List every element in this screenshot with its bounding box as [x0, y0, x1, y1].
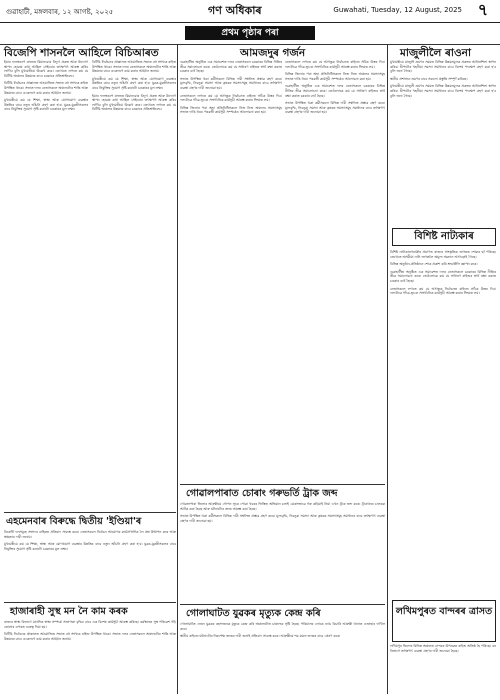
column-rule [177, 44, 178, 694]
article-body: বিশিষ্ট নাট্যকাৰগৰাকীৰ প্ৰয়াণত ৰাজ্যৰ সাংস্কৃতিক জগতত শোকৰ ছাঁ পৰিছে। তেখেতে অসমীয়া নাট্য জগতলৈ অমূল্য অৱদান আগবঢ়াই গৈছে। বিভিন্ন অনুষ্ঠান-প্ৰতিষ্ঠানে শোক প্ৰকাশ কৰি শ্ৰদ্ধাঞ্জলি জ্ঞাপন কৰে। গুৱাহাটীত অনুষ্ঠিত এক সমাবেশত দলৰ নেতাসকলে চৰকাৰৰ বিভিন্ন নীতিৰ তীব্ৰ সমালোচনা কৰে। তেওঁলোকে কয় যে সাধাৰণ ৰাইজৰ স্বাৰ্থ ৰক্ষা কৰাত চৰকাৰ ব্যৰ্থ হৈছে। নেতাসকলে লগতে কয় যে আগন্তুক নিৰ্বাচনত ৰাইজে সঠিক উত্তৰ দিব। দলটোৱে গাঁৱে-ভূঞে সাংগঠনিক কাৰ্যসূচী আৰম্ভ কৰাৰ সিদ্ধান্ত লয়। [390, 250, 496, 296]
article-body-continued: নেতাসকলে লগতে কয় যে আগন্তুক নিৰ্বাচনত ৰাইজে সঠিক উত্তৰ দিব। দলটোৱে গাঁৱে-ভূঞে সাংগঠনিক কাৰ্যসূচী আৰম্ভ কৰাৰ সিদ্ধান্ত লয়। বিভিন্ন জিলাৰ পৰা অহা প্ৰতিনিধিসকলে নিজ নিজ অঞ্চলৰ সমস্যাসমূহ সভাত দাঙি ধৰে। পৰৱৰ্তী কাৰ্যসূচী সম্পৰ্কেও আলোচনা কৰা হয়। গুৱাহাটীত অনুষ্ঠিত এক সমাবেশত দলৰ নেতাসকলে চৰকাৰৰ বিভিন্ন নীতিৰ তীব্ৰ সমালোচনা কৰে। তেওঁলোকে কয় যে সাধাৰণ ৰাইজৰ স্বাৰ্থ ৰক্ষা কৰাত চৰকাৰ ব্যৰ্থ হৈছে। সভাত উপস্থিত থকা কৰ্মীসকলে বিভিন্ন দাবী সম্বলিত প্ৰস্তাৱ গ্ৰহণ কৰে। মূল্যবৃদ্ধি, নিবনুৱা সমস্যা আৰু কৃষকৰ সমস্যাসমূহ সমাধানৰ বাবে তৎক্ষণাৎ ব্যৱস্থা গ্ৰহণৰ দাবী জনোৱা হয়। [285, 60, 385, 115]
divider [180, 484, 385, 485]
article-headline: বিশিষ্ট নাট্যকাৰ [392, 228, 496, 246]
article-body: ইয়াৰ ফলস্বৰূপে ৰাজ্যত যিমানবোৰ বিদ্যুৎ প্ৰকল্প আৰু উদ্যোগ স্থাপন হোৱাৰ কথা আছিল সেইবোৰ তৎক্ষণাৎ আৰম্ভ কৰিব লাগিব বুলি মুখ্যমন্ত্ৰীয়ে উল্লেখ কৰে। তেখেতে লগতে কয় যে বিটিচি অঞ্চলৰ উন্নয়নৰ বাবে চৰকাৰে প্ৰতিশ্ৰুতিবদ্ধ। বিটিচি নিৰ্বাচনৰ প্ৰাক্কালত আয়োজিত সভাত বহু সংখ্যক ৰাইজ উপস্থিত থাকে। সভাত দলৰ নেতাসকলে অঞ্চলটোৰ শান্তি আৰু উন্নয়নৰ বাবে একেলগে কাম কৰাৰ আহ্বান জনায়। মুখ্যমন্ত্ৰীয়ে কয় যে শিক্ষা, স্বাস্থ্য আৰু যোগাযোগ ব্যৱস্থাৰ উন্নতিৰ বাবে নতুন আঁচনি গ্ৰহণ কৰা হ'ব। যুৱক-যুৱতীসকলৰ বাবে নিযুক্তিৰ সুযোগ সৃষ্টি কৰাটো চৰকাৰৰ মূল লক্ষ্য। [4, 60, 88, 112]
article-headline: গোলাঘাটত যুৱকৰ মৃত্যুক কেন্দ্ৰ কৰি [186, 608, 321, 619]
page-number: ৭ [477, 0, 489, 19]
article-body: গোলাঘাটত এজন যুৱকৰ ৰহস্যজনক মৃত্যুক কেন্দ্ৰ কৰি অঞ্চলটোত চাঞ্চল্যৰ সৃষ্টি হৈছে। পৰিয়ালৰ লোকে ন্যায় বিচাৰি আৰক্ষী থানাত এজাহাৰ দাখিল কৰে। স্থানীয় ৰাইজে ঘটনাটোৰ নিৰপেক্ষ তদন্তৰ দাবী জনাই প্ৰতিবাদ সাব্যস্ত কৰে। আৰক্ষীয়ে শৱ ময়না তদন্তৰ বাবে প্ৰেৰণ কৰে। [180, 622, 385, 639]
article-headline: বিজেপি শাসনলৈ আহিলে বিচিআৰত [4, 47, 159, 59]
article-body-continued: বিটিচি নিৰ্বাচনৰ প্ৰাক্কালত আয়োজিত সভাত বহু সংখ্যক ৰাইজ উপস্থিত থাকে। সভাত দলৰ নেতাসকলে অঞ্চলটোৰ শান্তি আৰু উন্নয়নৰ বাবে একেলগে কাম কৰাৰ আহ্বান জনায়। মুখ্যমন্ত্ৰীয়ে কয় যে শিক্ষা, স্বাস্থ্য আৰু যোগাযোগ ব্যৱস্থাৰ উন্নতিৰ বাবে নতুন আঁচনি গ্ৰহণ কৰা হ'ব। যুৱক-যুৱতীসকলৰ বাবে নিযুক্তিৰ সুযোগ সৃষ্টি কৰাটো চৰকাৰৰ মূল লক্ষ্য। ইয়াৰ ফলস্বৰূপে ৰাজ্যত যিমানবোৰ বিদ্যুৎ প্ৰকল্প আৰু উদ্যোগ স্থাপন হোৱাৰ কথা আছিল সেইবোৰ তৎক্ষণাৎ আৰম্ভ কৰিব লাগিব বুলি মুখ্যমন্ত্ৰীয়ে উল্লেখ কৰে। তেখেতে লগতে কয় যে বিটিচি অঞ্চলৰ উন্নয়নৰ বাবে চৰকাৰে প্ৰতিশ্ৰুতিবদ্ধ। [92, 60, 176, 112]
article-body: গুৱাহাটীত অনুষ্ঠিত এক সমাবেশত দলৰ নেতাসকলে চৰকাৰৰ বিভিন্ন নীতিৰ তীব্ৰ সমালোচনা কৰে। তেওঁলোকে কয় যে সাধাৰণ ৰাইজৰ স্বাৰ্থ ৰক্ষা কৰাত চৰকাৰ ব্যৰ্থ হৈছে। সভাত উপস্থিত থকা কৰ্মীসকলে বিভিন্ন দাবী সম্বলিত প্ৰস্তাৱ গ্ৰহণ কৰে। মূল্যবৃদ্ধি, নিবনুৱা সমস্যা আৰু কৃষকৰ সমস্যাসমূহ সমাধানৰ বাবে তৎক্ষণাৎ ব্যৱস্থা গ্ৰহণৰ দাবী জনোৱা হয়। নেতাসকলে লগতে কয় যে আগন্তুক নিৰ্বাচনত ৰাইজে সঠিক উত্তৰ দিব। দলটোৱে গাঁৱে-ভূঞে সাংগঠনিক কাৰ্যসূচী আৰম্ভ কৰাৰ সিদ্ধান্ত লয়। বিভিন্ন জিলাৰ পৰা অহা প্ৰতিনিধিসকলে নিজ নিজ অঞ্চলৰ সমস্যাসমূহ সভাত দাঙি ধৰে। পৰৱৰ্তী কাৰ্যসূচী সম্পৰ্কেও আলোচনা কৰা হয়। [180, 60, 282, 115]
article-headline: মাজুলীলৈ ৰাওনা [400, 47, 471, 59]
divider [180, 604, 385, 605]
date-english: Guwahati, Tuesday, 12 August, 2025 [333, 6, 462, 14]
date-assamese: গুৱাহাটী, মঙ্গলবাৰ, ১২ আগষ্ট, ২০২৫ [6, 8, 114, 16]
article-headline: হাজাৰাহী সুস্থ মন নৈ কাম কৰক [10, 606, 128, 617]
article-headline: এহমেনবাৰ বিৰুদ্ধে দ্বিতীয় 'ইণ্ডিয়া'ৰ [6, 516, 142, 527]
article-body: মুখ্যমন্ত্ৰীয়ে মাজুলী ভ্ৰমণৰ সময়ত বিভিন্ন উন্নয়নমূলক প্ৰকল্পৰ আধাৰশিলা স্থাপন কৰিব। দ্বীপটোৰ খহনীয়া সমস্যা সমাধানৰ বাবে বিশেষ পদক্ষেপ গ্ৰহণ কৰা হ'ব বুলি জনা গৈছে। স্থানীয় প্ৰশাসনে ভ্ৰমণৰ বাবে সকলো প্ৰস্তুতি সম্পূৰ্ণ কৰিছে। মুখ্যমন্ত্ৰীয়ে মাজুলী ভ্ৰমণৰ সময়ত বিভিন্ন উন্নয়নমূলক প্ৰকল্পৰ আধাৰশিলা স্থাপন কৰিব। দ্বীপটোৰ খহনীয়া সমস্যা সমাধানৰ বাবে বিশেষ পদক্ষেপ গ্ৰহণ কৰা হ'ব বুলি জনা গৈছে। [390, 60, 496, 98]
headline-box [392, 600, 496, 642]
article-body: ৰাজ্যৰ স্বাস্থ্য বিভাগে মানসিক স্বাস্থ্য সম্পৰ্কে সজাগতা বৃদ্ধিৰ বাবে এক বিশেষ কাৰ্যসূচী আৰম্ভ কৰিছে। কৰ্মস্থানত সুস্থ পৰিৱেশ গঢ়ি তোলাৰ ওপৰত গুৰুত্ব দিয়া হয়। বিটিচি নিৰ্বাচনৰ প্ৰাক্কালত আয়োজিত সভাত বহু সংখ্যক ৰাইজ উপস্থিত থাকে। সভাত দলৰ নেতাসকলে অঞ্চলটোৰ শান্তি আৰু উন্নয়নৰ বাবে একেলগে কাম কৰাৰ আহ্বান জনায়। [4, 620, 176, 641]
article-headline: লখিমপুৰত বান্দৰৰ ত্ৰাসত [395, 606, 493, 617]
article-body: বিৰোধী দলসমূহে সংসদৰ বাহিৰত প্ৰতিবাদ সাব্যস্ত কৰে। নেতাসকলে নিৰ্বাচন আয়োগৰ কাৰ্যপ্ৰণালীক লৈ প্ৰশ্ন উত্থাপন কৰে আৰু স্বচ্ছতাৰ দাবী জনায়। মুখ্যমন্ত্ৰীয়ে কয় যে শিক্ষা, স্বাস্থ্য আৰু যোগাযোগ ব্যৱস্থাৰ উন্নতিৰ বাবে নতুন আঁচনি গ্ৰহণ কৰা হ'ব। যুৱক-যুৱতীসকলৰ বাবে নিযুক্তিৰ সুযোগ সৃষ্টি কৰাটো চৰকাৰৰ মূল লক্ষ্য। [4, 530, 176, 551]
article-body: গোৱালপাৰা জিলাৰ আৰক্ষীয়ে গোপন সূত্ৰে পোৱা খবৰৰ ভিত্তিত অভিযান চলাই চোৰাংভাৱে গৰু কঢ়িয়াই নিয়া এখন ট্ৰাক জব্দ কৰে। ট্ৰাকখনৰ চালকক আটক কৰা হৈছে আৰু ঘটনাটোৰ তদন্ত আৰম্ভ কৰা হৈছে। সভাত উপস্থিত থকা কৰ্মীসকলে বিভিন্ন দাবী সম্বলিত প্ৰস্তাৱ গ্ৰহণ কৰে। মূল্যবৃদ্ধি, নিবনুৱা সমস্যা আৰু কৃষকৰ সমস্যাসমূহ সমাধানৰ বাবে তৎক্ষণাৎ ব্যৱস্থা গ্ৰহণৰ দাবী জনোৱা হয়। [180, 502, 385, 523]
section-banner: প্ৰথম পৃষ্ঠাৰ পৰা [185, 26, 315, 40]
article-headline: গোৱালপাৰাত চোৰাং গৰুভৰ্তি ট্ৰাক জব্দ [186, 488, 338, 499]
article-body: লখিমপুৰ জিলাৰ বিভিন্ন অঞ্চলত বান্দৰৰ উপদ্ৰৱত ৰাইজ অতিষ্ঠ হৈ পৰিছে। বন বিভাগে তৎক্ষণাৎ ব্যৱস্থা গ্ৰহণৰ দাবী জনোৱা হৈছে। [390, 644, 496, 653]
article-headline: আমজদুৰ গৰ্জন [240, 47, 306, 59]
divider [4, 512, 176, 513]
column-rule [387, 44, 388, 694]
masthead: গণ অধিকাৰ [208, 4, 262, 17]
divider [4, 602, 176, 603]
divider [0, 44, 500, 45]
